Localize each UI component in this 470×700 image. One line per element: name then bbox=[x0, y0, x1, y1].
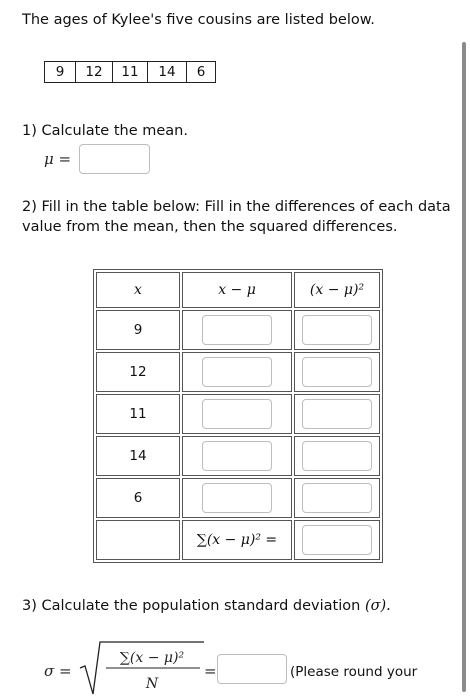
header-squared-difference: (x − μ)² bbox=[294, 272, 380, 308]
squared-input[interactable] bbox=[302, 315, 372, 345]
table-row bbox=[96, 478, 380, 518]
age-cell: 9 bbox=[45, 62, 76, 82]
question-3-label: 3) Calculate the population standard deviation bbox=[22, 598, 361, 614]
formula-numerator: ∑(x − μ)² bbox=[119, 650, 185, 666]
squared-cell bbox=[294, 478, 380, 518]
table-sum-row bbox=[96, 520, 380, 560]
problem-intro: The ages of Kylee's five cousins are listed below. bbox=[22, 12, 375, 28]
sum-cell bbox=[294, 520, 380, 560]
ages-data-row bbox=[44, 61, 216, 83]
difference-input[interactable] bbox=[202, 441, 272, 471]
squared-input[interactable] bbox=[302, 441, 372, 471]
difference-cell bbox=[182, 310, 292, 350]
rounding-note: (Please round your bbox=[290, 664, 418, 680]
squared-input[interactable] bbox=[302, 399, 372, 429]
age-cell: 11 bbox=[113, 62, 148, 82]
x-value: 9 bbox=[96, 310, 180, 350]
difference-input[interactable] bbox=[202, 399, 272, 429]
difference-input[interactable] bbox=[202, 357, 272, 387]
deviation-table bbox=[93, 269, 383, 563]
table-row bbox=[96, 352, 380, 392]
difference-cell bbox=[182, 394, 292, 434]
squared-cell bbox=[294, 310, 380, 350]
table-row bbox=[96, 436, 380, 476]
formula-denominator: N bbox=[145, 676, 159, 692]
difference-input[interactable] bbox=[202, 483, 272, 513]
table-header-row bbox=[96, 272, 380, 308]
question-3-text bbox=[22, 598, 391, 614]
difference-cell bbox=[182, 352, 292, 392]
table-row bbox=[96, 310, 380, 350]
sigma-symbol: (σ). bbox=[364, 598, 391, 614]
squared-input[interactable] bbox=[302, 483, 372, 513]
question-2-text: 2) Fill in the table below: Fill in the differences of each data value from the mean, then the squared differences. bbox=[22, 199, 451, 235]
table-row bbox=[96, 394, 380, 434]
scrollbar[interactable] bbox=[462, 42, 466, 692]
age-cell: 12 bbox=[76, 62, 113, 82]
sum-squares-input[interactable] bbox=[302, 525, 372, 555]
formula-equals: = bbox=[204, 662, 217, 680]
sigma-lhs: σ = bbox=[44, 662, 72, 680]
mean-input[interactable] bbox=[79, 144, 150, 174]
x-value: 11 bbox=[96, 394, 180, 434]
x-value: 14 bbox=[96, 436, 180, 476]
header-x: x bbox=[96, 272, 180, 308]
x-value: 6 bbox=[96, 478, 180, 518]
difference-input[interactable] bbox=[202, 315, 272, 345]
header-difference: x − μ bbox=[182, 272, 292, 308]
std-dev-input[interactable] bbox=[217, 654, 287, 684]
squared-cell bbox=[294, 436, 380, 476]
question-1-text: 1) Calculate the mean. bbox=[22, 123, 188, 139]
squared-cell bbox=[294, 394, 380, 434]
empty-cell bbox=[96, 520, 180, 560]
difference-cell bbox=[182, 436, 292, 476]
age-cell: 6 bbox=[196, 64, 206, 80]
x-value: 12 bbox=[96, 352, 180, 392]
sum-squares-label: ∑(x − μ)² = bbox=[182, 520, 292, 560]
squared-cell bbox=[294, 352, 380, 392]
squared-input[interactable] bbox=[302, 357, 372, 387]
mean-label: μ = bbox=[44, 150, 72, 168]
age-cell: 14 bbox=[148, 62, 187, 82]
difference-cell bbox=[182, 478, 292, 518]
